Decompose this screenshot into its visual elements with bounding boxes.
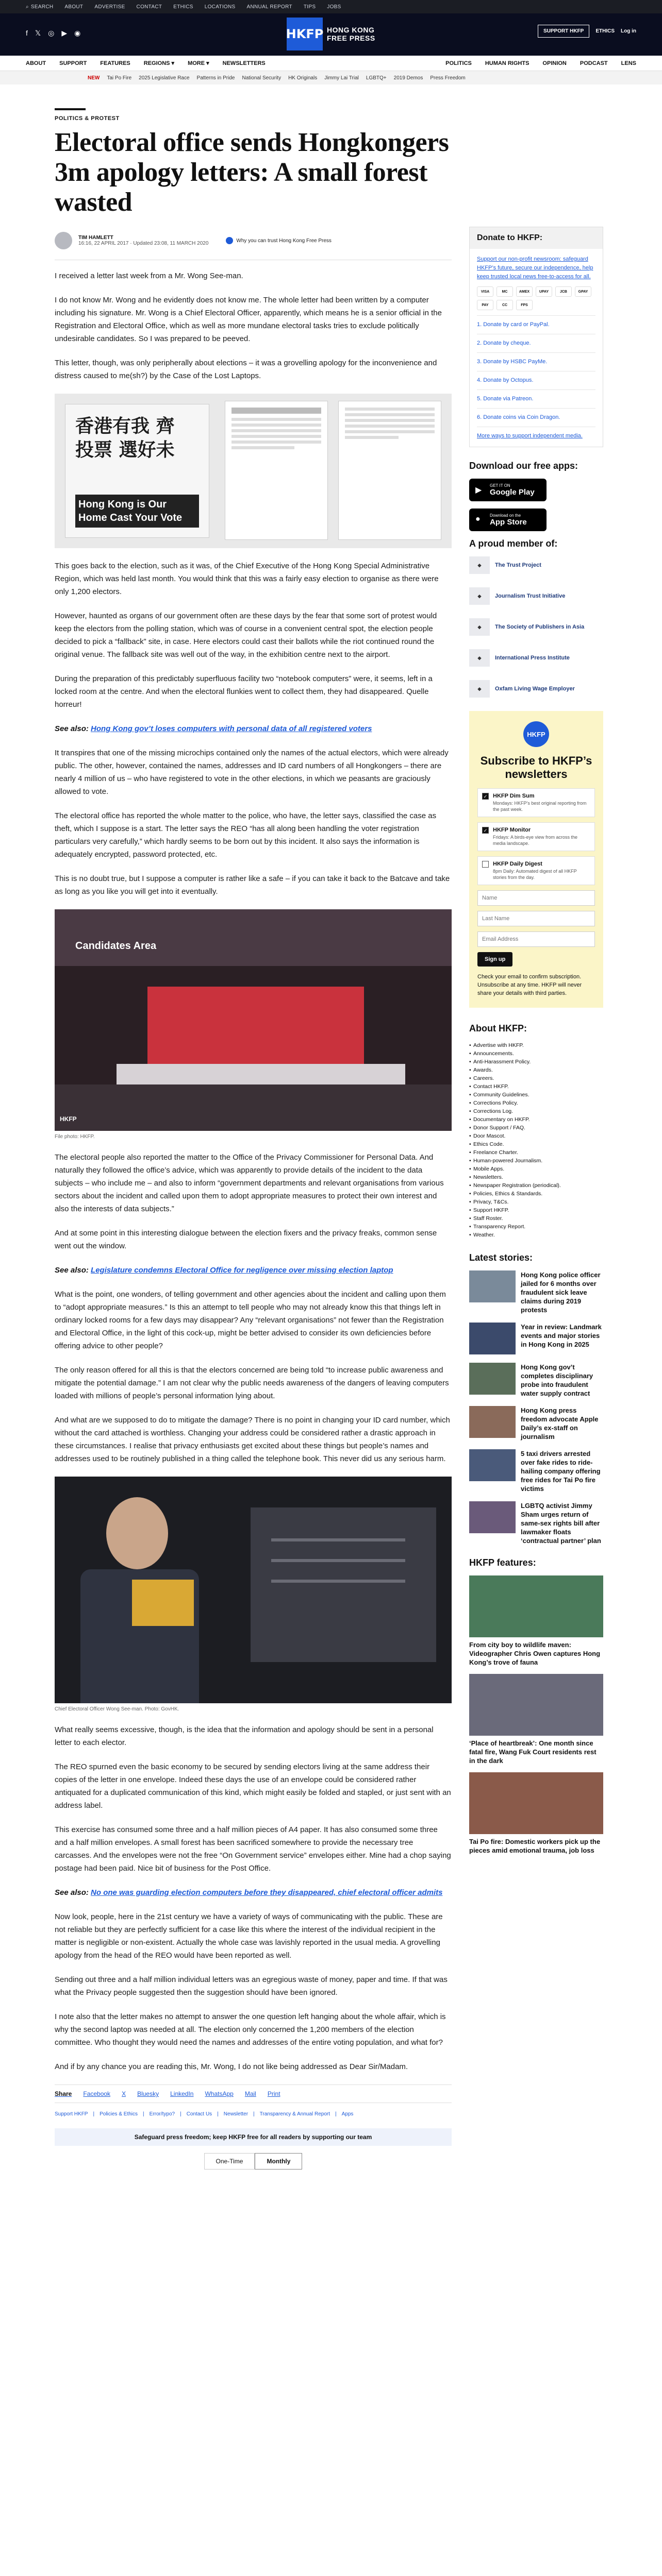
newsletter-checkbox[interactable]: [482, 861, 489, 868]
footer-link[interactable]: Newsletter: [223, 2111, 249, 2117]
payment-card-icon: CC: [496, 300, 513, 310]
donate-box: [469, 227, 603, 447]
newsletter-box: [469, 711, 603, 1008]
paragraph: This letter, though, was only peripherally about elections – it was a grovelling apology for the inconvenience and distress caused to me(sh?) by the Case of the Lost Laptops.: [55, 359, 437, 380]
newsletter-desc: Fridays: A birds-eye view from across the media landscape.: [493, 835, 578, 846]
about-link[interactable]: • Human-powered Journalism.: [469, 1157, 603, 1165]
newsletter-options: [477, 788, 595, 885]
share-mail-link[interactable]: Mail: [244, 2090, 256, 2097]
about-link[interactable]: • Freelance Charter.: [469, 1148, 603, 1157]
about-link[interactable]: • Staff Roster.: [469, 1214, 603, 1223]
payment-card-icon: PAY: [477, 300, 493, 310]
support-banner: Safeguard press freedom; keep HKFP free for all readers by supporting our team: [55, 2128, 452, 2146]
newsletter-checkbox[interactable]: ✓: [482, 827, 489, 834]
paragraph: The electoral office has reported the whole matter to the police, who have, the letter says, classified the case as theft, which I suppose is a start. The letter says the REO “has all along been handling the voter registration particulars very carefully,” which hardly seems to be born out by this incident. It also says the information is adequately encrypted, password protected, etc.: [55, 811, 437, 859]
story-thumbnail[interactable]: [469, 1323, 516, 1354]
footer-link[interactable]: Apps: [341, 2111, 354, 2117]
trust-icon: [226, 237, 233, 244]
newsletter-checkbox[interactable]: ✓: [482, 793, 489, 800]
trust-badge[interactable]: Why you can trust Hong Kong Free Press: [226, 237, 332, 244]
about-link[interactable]: • Ethics Code.: [469, 1140, 603, 1148]
about-list: [469, 1041, 603, 1239]
paragraph: Sending out three and a half million individual letters was an egregious waste of money, paper and time. If that was what the Privacy people suggested then the suggestion should have been ignored.: [55, 1975, 448, 1997]
article-title: Electoral office sends Hongkongers 3m apology letters: A small forest wasted: [55, 128, 449, 217]
about-link[interactable]: • Announcements.: [469, 1049, 603, 1058]
member-logo-icon: ◆: [469, 556, 490, 574]
trending-item[interactable]: National Security: [242, 75, 282, 81]
search-link[interactable]: ⌕ SEARCH: [26, 4, 54, 10]
member-logo[interactable]: [469, 680, 603, 698]
payment-card-icon: MC: [496, 286, 513, 297]
election-poster-image: 香港有我 齊投票 選好未 Hong Kong is Our Home Cast Your Vote: [55, 394, 452, 548]
about-link[interactable]: • Anti-Harassment Policy.: [469, 1058, 603, 1066]
story-headline[interactable]: Hong Kong police officer jailed for 6 months over fraudulent sick leave claims during 2019 protests: [521, 1271, 601, 1314]
article-footer-links: [55, 2111, 452, 2117]
member-logo[interactable]: [469, 649, 603, 667]
share-label: Share: [55, 2090, 72, 2097]
candidates-area-photo: Candidates Area HKFP: [55, 909, 452, 1131]
latest-story[interactable]: [469, 1323, 603, 1354]
share-print-link[interactable]: Print: [267, 2090, 280, 2097]
payment-cards: [477, 286, 595, 310]
see-also-link[interactable]: No one was guarding election computers before they disappeared, chief electoral officer admits: [91, 1888, 443, 1897]
trending-item[interactable]: 2019 Demos: [393, 75, 423, 81]
paragraph: I note also that the letter makes no attempt to answer the one question left hanging about the whole affair, which is why the second laptop was needed at all. The election only concerned the 1,200 members of the election committee. Who thought they would need the names and addresses of the entire voting population, and what for?: [55, 2012, 446, 2047]
member-logo[interactable]: [469, 618, 603, 636]
donation-frequency: [55, 2153, 452, 2170]
apps-title: Download our free apps:: [469, 461, 578, 471]
paragraph: This exercise has consumed some three and a half million pieces of A4 paper. It has also consumed some three and a half million envelopes. A small forest has been sacrificed somewhere to provide the necessary tree carcasses. And the envelopes were not the free “On Government service” envelopes either. Mine had a chop saying postage had been paid. Nice bit of business for the Post Office.: [55, 1825, 451, 1873]
image-caption: Chief Electoral Officer Wong See-man. Photo: GovHK.: [55, 1706, 179, 1712]
about-link[interactable]: • Policies, Ethics & Standards.: [469, 1190, 603, 1198]
about-link[interactable]: • Newsletters.: [469, 1173, 603, 1181]
see-also: See also: Hong Kong gov’t loses computers with personal data of all registered voters: [55, 724, 372, 733]
about-title: About HKFP:: [469, 1023, 527, 1033]
member-name: International Press Institute: [495, 655, 570, 661]
about-link[interactable]: • Awards.: [469, 1066, 603, 1074]
latest-title: Latest stories:: [469, 1252, 533, 1263]
share-bar: [55, 2084, 452, 2103]
trending-item[interactable]: Patterns in Pride: [196, 75, 235, 81]
one-time-option[interactable]: One-Time: [204, 2153, 255, 2170]
paragraph: This goes back to the election, such as it was, of the Chief Executive of the Hong Kong Special Administrative Region, which was held last month. You would think that this was a fairly easy election to organise as there were only 1,200 electors.: [55, 562, 439, 596]
first-name-input[interactable]: [477, 890, 595, 906]
nav-item[interactable]: OPINION: [542, 60, 567, 66]
x-icon[interactable]: 𝕏: [35, 29, 41, 37]
newsletter-logo: HKFP: [523, 721, 549, 747]
newsletter-option[interactable]: [477, 822, 595, 851]
member-name: The Trust Project: [495, 562, 541, 568]
article-category[interactable]: POLITICS & PROTEST: [55, 108, 86, 122]
donate-method-link[interactable]: 5. Donate via Patreon.: [477, 389, 595, 408]
footer-link[interactable]: Support HKFP: [55, 2111, 88, 2117]
about-link[interactable]: • Donor Support / FAQ.: [469, 1124, 603, 1132]
about-link[interactable]: • Privacy, T&Cs.: [469, 1198, 603, 1206]
publish-date: 16:16, 22 APRIL 2017 · Updated 23:08, 11 MARCH 2020: [78, 241, 209, 246]
monthly-option[interactable]: Monthly: [255, 2153, 302, 2170]
story-thumbnail[interactable]: [469, 1449, 516, 1481]
newsletter-option[interactable]: [477, 856, 595, 885]
feature-story[interactable]: [469, 1674, 603, 1765]
member-logo-icon: ◆: [469, 680, 490, 698]
newsletter-name: HKFP Monitor: [493, 827, 531, 833]
features-list: [469, 1575, 603, 1855]
article: [55, 108, 452, 2170]
advertise-link[interactable]: ADVERTISE: [94, 4, 125, 10]
trending-item[interactable]: LGBTQ+: [366, 75, 387, 81]
email-input[interactable]: [477, 931, 595, 947]
footer-link[interactable]: Transparency & Annual Report: [259, 2111, 330, 2117]
nav-item[interactable]: ABOUT: [26, 60, 46, 66]
about-link[interactable]: • Documentary on HKFP.: [469, 1115, 603, 1124]
paragraph: The only reason offered for all this is that the electors concerned are being told “to increase public awareness and mitigate the potential damage.” I am not clear why the public needs awareness of the dangers of leaving computers loaded with millions of people’s personal information lying about.: [55, 1366, 449, 1400]
youtube-icon[interactable]: ▶: [61, 29, 68, 37]
newsletter-name: HKFP Dim Sum: [493, 793, 535, 799]
app-store-button[interactable]: ● Download on the App Store: [469, 509, 547, 531]
ethics-link[interactable]: ETHICS: [173, 4, 193, 10]
more-ways-link[interactable]: More ways to support independent media.: [477, 433, 583, 439]
author-avatar: [55, 232, 72, 249]
story-headline[interactable]: LGBTQ activist Jimmy Sham urges return of same-sex rights bill after lawmaker floats ‘contractual partner’ plan: [521, 1502, 601, 1545]
feature-headline[interactable]: ‘Place of heartbreak’: One month since fatal fire, Wang Fuk Court residents rest in the dark: [469, 1739, 597, 1765]
story-thumbnail[interactable]: [469, 1406, 516, 1438]
donate-method-link[interactable]: 4. Donate by Octopus.: [477, 371, 595, 389]
features-title: HKFP features:: [469, 1557, 536, 1568]
paragraph: And what are we supposed to do to mitigate the damage? There is no point in changing your ID card number, which without the card attached is worthless. Changing your address could be considered rather a drastic approach in these circumstances. I realise that privacy enthusiasts get excited about these things but people’s names and addresses used to be routinely published in a thing called the telephone book. This never did us any serious harm.: [55, 1416, 450, 1463]
story-headline[interactable]: Year in review: Landmark events and major stories in Hong Kong in 2025: [521, 1323, 602, 1348]
donate-method-link[interactable]: 6. Donate coins via Coin Dragon.: [477, 408, 595, 427]
paragraph: What really seems excessive, though, is the idea that the information and apology should be sent in a personal letter to each elector.: [55, 1725, 434, 1747]
latest-story[interactable]: [469, 1406, 603, 1441]
paragraph: It transpires that one of the missing microchips contained only the names of the actual electors, which were already public. The other, however, contained the names, addresses and ID card numbers of all Hongkongers – there are nearly 4 million of us – who have registered to vote in the other elections, in which we peasants are graciously allowed to vote.: [55, 749, 449, 796]
see-also-link[interactable]: Legislature condemns Electoral Office for negligence over missing election laptop: [91, 1266, 393, 1275]
payment-card-icon: JCB: [555, 286, 572, 297]
paragraph: Now look, people, here in the 21st century we have a variety of ways of communicating with the public. These are not reliable but they are perfectly sufficient for a case like this where the interest of the individual recipient in the matter is negligible or non-existent. Actually the whole case was lavishly reported in the usual media. A grovelling apology from the head of the REO would have been reported as well.: [55, 1912, 443, 1960]
member-logo[interactable]: [469, 556, 603, 574]
nav-item[interactable]: FEATURES: [100, 60, 130, 66]
member-logo[interactable]: [469, 587, 603, 605]
about-link[interactable]: • Newspaper Registration (periodical).: [469, 1181, 603, 1190]
paragraph: I received a letter last week from a Mr. Wong See-man.: [55, 272, 243, 280]
trending-item[interactable]: 2025 Legislative Race: [139, 75, 190, 81]
member-logo-icon: ◆: [469, 618, 490, 636]
donate-methods: [477, 315, 595, 427]
jobs-link[interactable]: JOBS: [327, 4, 341, 10]
about-link[interactable]: • Corrections Log.: [469, 1107, 603, 1115]
trending-item[interactable]: Tai Po Fire: [107, 75, 132, 81]
facebook-icon[interactable]: f: [26, 29, 28, 37]
paragraph: I do not know Mr. Wong and he evidently does not know me. The whole letter had been written by a computer including his signature. Mr. Wong is a Chief Electoral Officer, apparently, which means he is a senior official in the Registration and Electoral Office, which as well as more mundane electoral tasks tries to exclude politically undesirable candidates. So I was prepared to be peeved.: [55, 296, 442, 343]
paragraph: And if by any chance you are reading this, Mr. Wong, I do not like being addressed as Dear Sir/Madam.: [55, 2062, 408, 2071]
latest-story[interactable]: [469, 1270, 603, 1314]
story-thumbnail[interactable]: [469, 1363, 516, 1395]
search-icon: ⌕: [26, 4, 29, 10]
social-icons: [26, 29, 80, 38]
contact-link[interactable]: CONTACT: [136, 4, 162, 10]
see-also: See also: Legislature condemns Electoral Office for negligence over missing election laptop: [55, 1266, 393, 1275]
about-link[interactable]: • Mobile Apps.: [469, 1165, 603, 1173]
share-x-link[interactable]: X: [122, 2090, 126, 2097]
separator: |: [253, 2111, 255, 2117]
about-link[interactable]: • Door Mascot.: [469, 1132, 603, 1140]
newsletter-desc: 8pm Daily: Automated digest of all HKFP stories from the day.: [493, 869, 577, 880]
feature-thumbnail[interactable]: [469, 1674, 603, 1736]
member-name: The Society of Publishers in Asia: [495, 624, 585, 630]
about-link[interactable]: • Advertise with HKFP.: [469, 1041, 603, 1049]
rss-icon[interactable]: ◉: [74, 29, 81, 37]
signup-button[interactable]: Sign up: [477, 952, 512, 967]
about-link[interactable]: • Weather.: [469, 1231, 603, 1239]
story-headline[interactable]: Hong Kong gov’t completes disciplinary probe into fraudulent water supply contract: [521, 1363, 593, 1397]
paragraph: This is no doubt true, but I suppose a computer is rather like a safe – if you can take it back to the Batcave and take as long as you like you will get into it eventually.: [55, 874, 450, 896]
newsletter-note: Check your email to confirm subscription. Unsubscribe at any time. HKFP will never share your details with third parties.: [477, 974, 582, 996]
site-header: [0, 13, 662, 56]
newsletter-option[interactable]: [477, 788, 595, 817]
story-headline[interactable]: 5 taxi drivers arrested over fake rides to ride-hailing company offering free rides for Tai Po fire victims: [521, 1450, 601, 1493]
trending-item[interactable]: Press Freedom: [430, 75, 466, 81]
paragraph: The REO spurned even the basic economy to be secured by sending electors living at the same address their copies of the letter in one envelope. Indeed these days the use of an envelope could be considered rather antiquated for a duplicated communication of this kind, which might easily be folded and stapled, or just sent with an address label.: [55, 1762, 451, 1810]
google-play-button[interactable]: ▶ GET IT ON Google Play: [469, 479, 547, 501]
feature-thumbnail[interactable]: [469, 1772, 603, 1834]
see-also-link[interactable]: Hong Kong gov’t loses computers with personal data of all registered voters: [91, 724, 372, 733]
nav-item[interactable]: SUPPORT: [59, 60, 87, 66]
newsletter-title: Subscribe to HKFP’s newsletters: [480, 754, 592, 781]
about-link[interactable]: • Transparency Report.: [469, 1223, 603, 1231]
google-play-icon: ▶: [475, 486, 482, 495]
about-link[interactable]: • Careers.: [469, 1074, 603, 1082]
about-link[interactable]: • Community Guidelines.: [469, 1091, 603, 1099]
nav-item[interactable]: MORE ▾: [188, 60, 209, 66]
author-name[interactable]: TIM HAMLETT: [78, 235, 113, 241]
paragraph: However, haunted as organs of our government often are these days by the fear that some sort of protest would keep the electors from the polling station, which was of course in a convenient central spot, the election people decided to pick a “fallback” site, in case. Here electors could cast their ballots while the riot continued round the original venue. The fallback site was well out of the way, in the exhibition centre next to the airport.: [55, 612, 437, 659]
site-logo[interactable]: [287, 18, 375, 50]
apple-icon: ●: [475, 515, 481, 523]
image-caption: File photo: HKFP.: [55, 1134, 95, 1140]
donate-method-link[interactable]: 3. Donate by HSBC PayMe.: [477, 352, 595, 371]
donate-method-link[interactable]: 2. Donate by cheque.: [477, 334, 595, 352]
share-linkedin-link[interactable]: LinkedIn: [170, 2090, 194, 2097]
footer-link[interactable]: Policies & Ethics: [100, 2111, 138, 2117]
payment-card-icon: AMEX: [516, 286, 533, 297]
member-logos: [469, 556, 603, 698]
member-title: A proud member of:: [469, 538, 558, 549]
donate-intro-link[interactable]: Support our non-profit newsroom: safeguard HKFP’s future, secure our independence, help keep trusted local news free-to-access for all.: [477, 256, 593, 280]
main-nav: [0, 56, 662, 71]
donate-method-link[interactable]: 1. Donate by card or PayPal.: [477, 315, 595, 334]
share-bluesky-link[interactable]: Bluesky: [137, 2090, 159, 2097]
logo-wordmark: HONG KONG FREE PRESS: [327, 26, 375, 42]
feature-thumbnail[interactable]: [469, 1575, 603, 1637]
payment-card-icon: FPS: [516, 300, 533, 310]
feature-story[interactable]: [469, 1772, 603, 1855]
newsletter-name: HKFP Daily Digest: [493, 861, 542, 867]
nav-item[interactable]: POLITICS: [445, 60, 472, 66]
see-also: See also: No one was guarding election computers before they disappeared, chief electoral officer admits: [55, 1888, 443, 1897]
nav-item[interactable]: HUMAN RIGHTS: [485, 60, 529, 66]
feature-headline[interactable]: From city boy to wildlife maven: Videographer Chris Owen captures Hong Kong’s trove of fauna: [469, 1641, 601, 1666]
feature-story[interactable]: [469, 1575, 603, 1667]
trending-item[interactable]: HK Originals: [288, 75, 318, 81]
tips-link[interactable]: TIPS: [303, 4, 316, 10]
logo-mark: HKFP: [287, 18, 323, 50]
nav-item[interactable]: REGIONS ▾: [143, 60, 175, 66]
separator: |: [93, 2111, 95, 2117]
footer-link[interactable]: Error/typo?: [149, 2111, 175, 2117]
separator: |: [180, 2111, 181, 2117]
support-hkfp-button[interactable]: SUPPORT HKFP: [538, 25, 589, 38]
story-headline[interactable]: Hong Kong press freedom advocate Apple Daily’s ex-staff on journalism: [521, 1406, 599, 1440]
member-name: Oxfam Living Wage Employer: [495, 686, 575, 692]
paragraph: What is the point, one wonders, of telling government and other agencies about the incident and calling upon them to “adopt appropriate measures.” Is this an attempt to tell people who may not already know this that things left in ordinary locked rooms for a few days may disappear? Any “relevant organisations” not fewer than the Registration and Electoral Office, in the light of this cock-up, might be better advised to consider its own deficiencies before offering advice to other people?: [55, 1290, 446, 1350]
member-logo-icon: ◆: [469, 649, 490, 667]
nav-item[interactable]: NEWSLETTERS: [222, 60, 266, 66]
member-logo-icon: ◆: [469, 587, 490, 605]
story-thumbnail[interactable]: [469, 1501, 516, 1533]
latest-story[interactable]: [469, 1363, 603, 1398]
last-name-input[interactable]: [477, 911, 595, 926]
separator: |: [143, 2111, 144, 2117]
latest-story[interactable]: [469, 1449, 603, 1493]
sidebar: [469, 227, 603, 1862]
latest-story[interactable]: [469, 1501, 603, 1545]
trending-item[interactable]: Jimmy Lai Trial: [324, 75, 359, 81]
ethics-header-link[interactable]: ETHICS: [595, 28, 615, 34]
share-facebook-link[interactable]: Facebook: [83, 2090, 111, 2097]
paragraph: During the preparation of this predictably superfluous facility two “notebook computers” were, it seems, left in a locked room at the centre. And when the electoral flunkies went to collect them, they had disappeared. Quelle horreur!: [55, 674, 433, 709]
trending-label: NEW: [88, 75, 100, 81]
feature-headline[interactable]: Tai Po fire: Domestic workers pick up the pieces amid emotional trauma, job loss: [469, 1838, 601, 1854]
about-link[interactable]: • Contact HKFP.: [469, 1082, 603, 1091]
footer-link[interactable]: Contact Us: [186, 2111, 212, 2117]
about-link[interactable]: ABOUT: [64, 4, 84, 10]
paragraph: The electoral people also reported the matter to the Office of the Privacy Commissioner for Personal Data. And naturally they followed the office’s advice, which was apparently to provide details of the incident to the data subjects – who include me – and also to inform “government departments and relevant organisations from various sectors about the incident and called upon them to adopt appropriate measures to protect their own interest and also the interests of data subjects.”: [55, 1153, 444, 1213]
newsletter-desc: Mondays: HKFP’s best original reporting from the past week.: [493, 801, 587, 812]
share-whatsapp-link[interactable]: WhatsApp: [205, 2090, 234, 2097]
payment-card-icon: UPAY: [536, 286, 552, 297]
donate-title: Donate to HKFP:: [470, 227, 603, 249]
trending-bar: [0, 71, 662, 84]
about-link[interactable]: • Corrections Policy.: [469, 1099, 603, 1107]
separator: |: [217, 2111, 219, 2117]
instagram-icon[interactable]: ◎: [48, 29, 55, 37]
latest-list: [469, 1270, 603, 1545]
top-utility-bar: [0, 0, 662, 13]
member-name: Journalism Trust Initiative: [495, 593, 566, 599]
payment-card-icon: VISA: [477, 286, 493, 297]
nav-item[interactable]: LENS: [621, 60, 636, 66]
paragraph: And at some point in this interesting dialogue between the election fixers and the privacy freaks, common sense went out the window.: [55, 1229, 437, 1250]
header-actions: [538, 25, 636, 38]
payment-card-icon: GPAY: [575, 286, 591, 297]
nav-item[interactable]: PODCAST: [580, 60, 608, 66]
byline: [55, 232, 452, 249]
about-link[interactable]: • Support HKFP.: [469, 1206, 603, 1214]
locations-link[interactable]: LOCATIONS: [204, 4, 236, 10]
annual-report-link[interactable]: ANNUAL REPORT: [246, 4, 292, 10]
wong-see-man-photo: [55, 1477, 452, 1703]
separator: |: [335, 2111, 337, 2117]
story-thumbnail[interactable]: [469, 1270, 516, 1302]
login-link[interactable]: Log in: [621, 28, 636, 34]
